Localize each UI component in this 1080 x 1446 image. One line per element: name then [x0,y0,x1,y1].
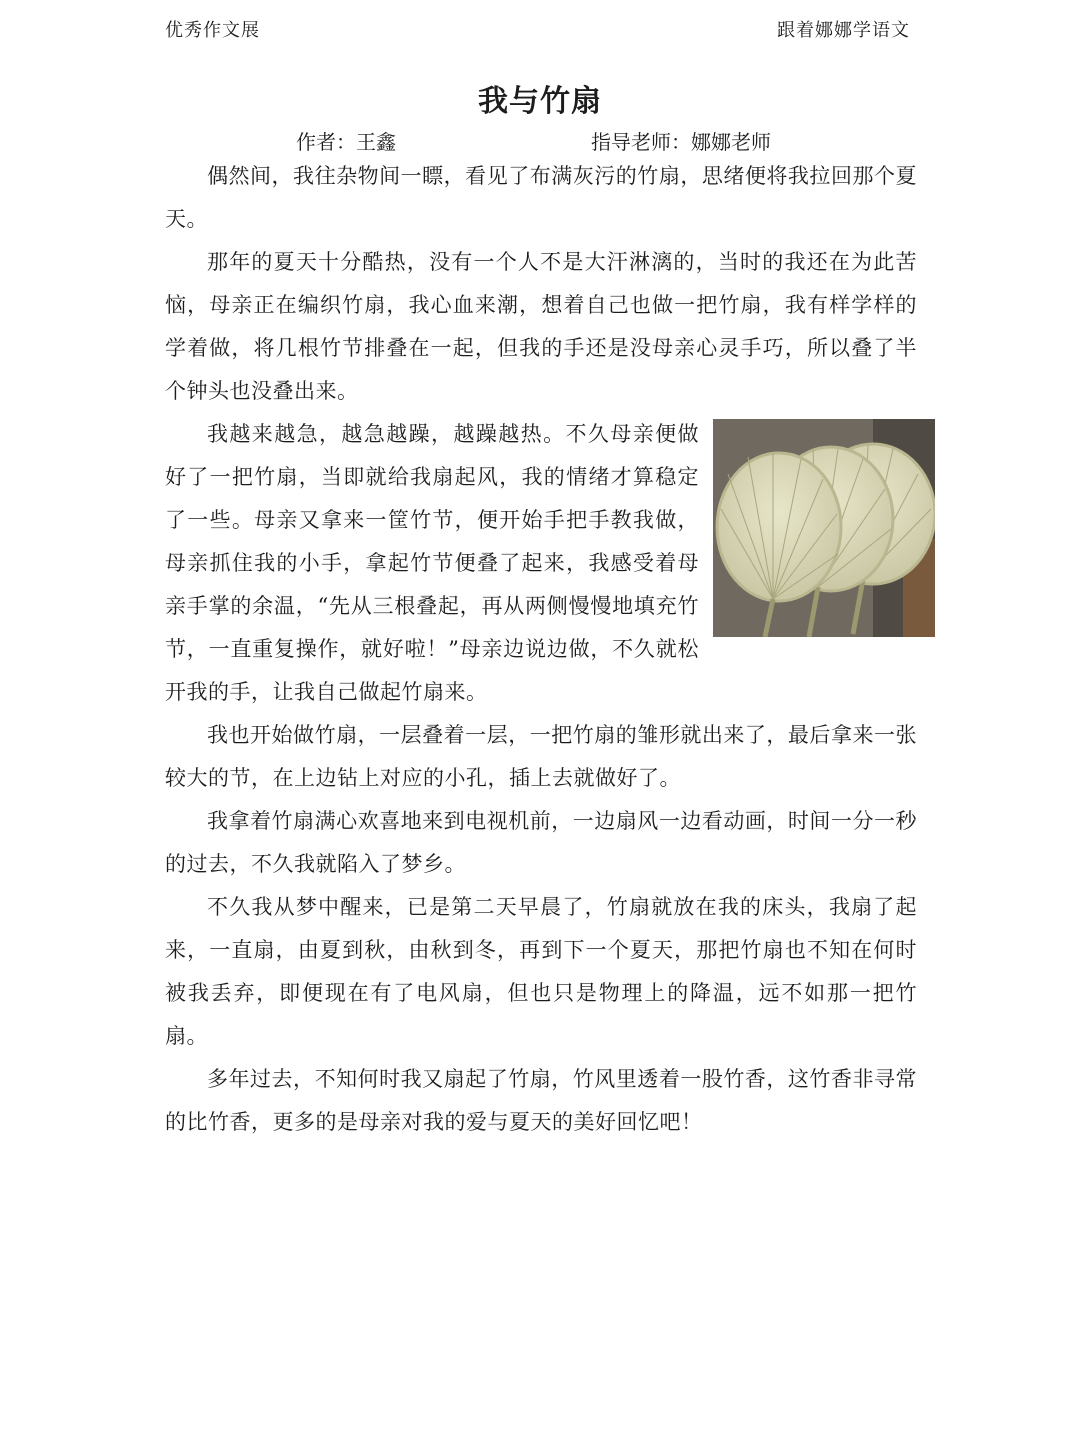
essay-body [165,155,917,1144]
teacher-line: 指导老师：娜娜老师 [591,130,771,154]
author-line: 作者：王鑫 [296,130,396,154]
paragraph-1: 偶然间，我往杂物间一瞟，看见了布满灰污的竹扇，思绪便将我拉回那个夏天。 [165,164,917,231]
paragraph-5: 我拿着竹扇满心欢喜地来到电视机前，一边扇风一边看动画，时间一分一秒的过去，不久我就陷入了梦乡。 [165,809,917,876]
header-right-label: 跟着娜娜学语文 [777,20,910,41]
paragraph-6: 不久我从梦中醒来，已是第二天早晨了，竹扇就放在我的床头，我扇了起来，一直扇，由夏到秋，由秋到冬，再到下一个夏天，那把竹扇也不知在何时被我丢弃，即便现在有了电风扇，但也只是物理上的降温，远不如那一把竹扇。 [165,895,917,1048]
bamboo-fan-photo [713,419,935,637]
paragraph-2: 那年的夏天十分酷热，没有一个人不是大汗淋漓的，当时的我还在为此苦恼，母亲正在编织竹扇，我心血来潮，想着自己也做一把竹扇，我有样学样的学着做，将几根竹节排叠在一起，但我的手还是没母亲心灵手巧，所以叠了半个钟头也没叠出来。 [165,250,917,403]
header-left-label: 优秀作文展 [165,20,260,41]
paragraph-4: 我也开始做竹扇，一层叠着一层，一把竹扇的雏形就出来了，最后拿来一张较大的节，在上边钻上对应的小孔，插上去就做好了。 [165,723,917,790]
paragraph-3: 我越来越急，越急越躁，越躁越热。不久母亲便做好了一把竹扇，当即就给我扇起风，我的情绪才算稳定了一些。母亲又拿来一筐竹节，便开始手把手教我做，母亲抓住我的小手，拿起竹节便叠了起来，我感受着母亲手掌的余温，“先从三根叠起，再从两侧慢慢地填充竹节，一直重复操作，就好啦！”母亲边说边做，不久就松开我的手，让我自己做起竹扇来。 [165,422,699,704]
essay-title: 我与竹扇 [478,84,602,119]
paragraph-7: 多年过去，不知何时我又扇起了竹扇，竹风里透着一股竹香，这竹香非寻常的比竹香，更多的是母亲对我的爱与夏天的美好回忆吧！ [165,1067,917,1134]
